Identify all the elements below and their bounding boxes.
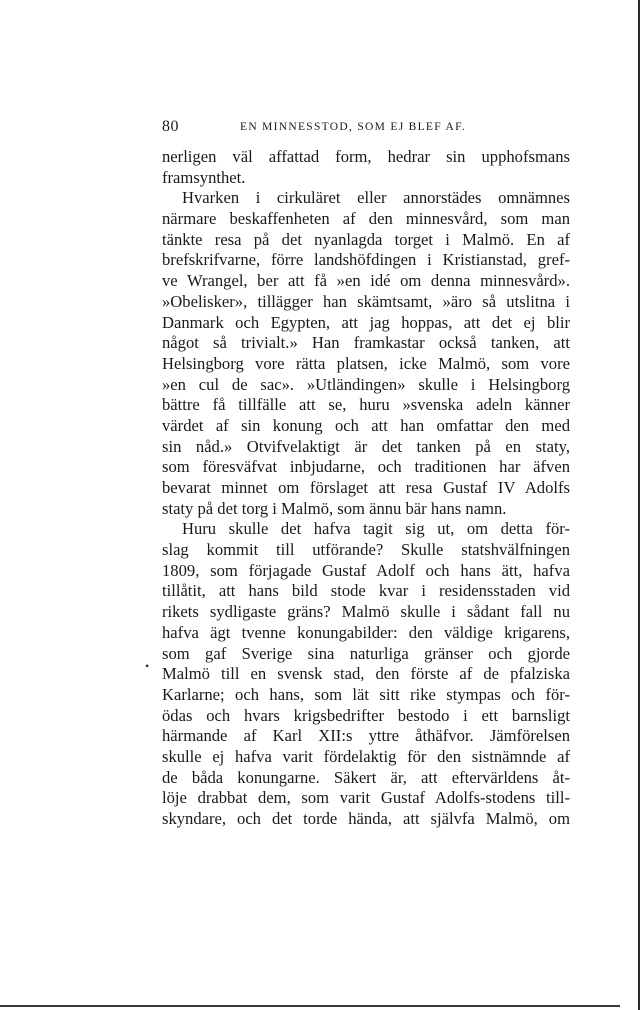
text-line: närmare beskaffenheten af den minnesvård, som man [162, 209, 570, 229]
text-line: 1809, som förjagade Gustaf Adolf och hans ätt, hafva [162, 560, 570, 580]
text-line: löje drabbat dem, som varit Gustaf Adolfs-stodens till- [162, 788, 570, 808]
text-line: något så trivialt.» Han framkastar också tanken, att [162, 333, 570, 353]
text-line: ödas och hvars krigsbedrifter bestodo i ett barnsligt [162, 705, 570, 725]
text-line: framsynthet. [162, 167, 246, 187]
text-line: sin nåd.» Otvifvelaktigt är det tanken på en staty, [162, 436, 570, 456]
text-line: Hvarken i cirkuläret eller annorstädes omnämnes [182, 188, 570, 208]
text-line: bevarat minnet om förslaget att resa Gustaf IV Adolfs [162, 478, 570, 497]
text-line: nerligen väl affattad form, hedrar sin upphofsmans [162, 147, 570, 166]
text-line: »Obelisker», tillägger han skämtsamt, »äro så utslitna i [162, 291, 570, 311]
text-line: skulle ej hafva varit fördelaktig för den sistnämnde af [162, 746, 570, 766]
text-line: brefskrifvarne, förre landshöfdingen i Kristianstad, gref- [162, 250, 570, 270]
text-line: Karlarne; och hans, som lät sitt rike stympas och för- [162, 684, 570, 704]
text-line: »en cul de sac». »Utländingen» skulle i Helsingborg [162, 374, 570, 394]
running-title: EN MINNESSTOD, SOM EJ BLEF AF. [240, 121, 467, 133]
text-line: värdet af sin konung och att han omfattar den med [162, 415, 570, 435]
running-head [162, 118, 570, 138]
text-line: slag kommit till utförande? Skulle statshvälfningen [162, 540, 570, 560]
text-line: tänkte resa på det nyanlagda torget i Malmö. En af [162, 229, 570, 249]
text-line: Helsingborg vore rätta platsen, icke Malmö, som vore [162, 353, 570, 373]
page-number: 80 [162, 118, 179, 135]
text-line: Malmö till en svensk stad, den förste af de pfalziska [162, 664, 570, 684]
text-line: som gaf Sverige sina naturliga gränser och gjorde [162, 643, 570, 663]
page-edge-bottom [0, 1005, 620, 1007]
text-line: rikets sydligaste gräns? Malmö skulle i sådant fall nu [162, 602, 570, 622]
text-line: ve Wrangel, ber att få »en idé om denna minnesvård». [162, 271, 570, 291]
margin-mark: • [145, 659, 150, 673]
text-line: skyndare, och det torde hända, att självfa Malmö, om [162, 809, 570, 828]
text-line: de båda konungarne. Säkert är, att eftervärldens åt- [162, 767, 570, 787]
text-line: Danmark och Egypten, att jag hoppas, att det ej blir [162, 312, 570, 332]
text-line: tillåtit, att hans bild stode kvar i residensstaden vid [162, 581, 570, 601]
text-line: staty på det torg i Malmö, som ännu bär hans namn. [162, 498, 507, 518]
text-line: som föresväfvat inbjudarne, och traditionen har äfven [162, 457, 570, 477]
text-line: härmande af Karl XII:s yttre åthäfvor. Jämförelsen [162, 726, 570, 746]
text-line: Huru skulle det hafva tagit sig ut, om detta för- [182, 519, 570, 539]
text-line: bättre få tillfälle att se, huru »svenska adeln känner [162, 395, 570, 415]
body-text [162, 147, 570, 830]
text-line: hafva ägt tvenne konungabilder: den väldige krigarens, [162, 622, 570, 642]
